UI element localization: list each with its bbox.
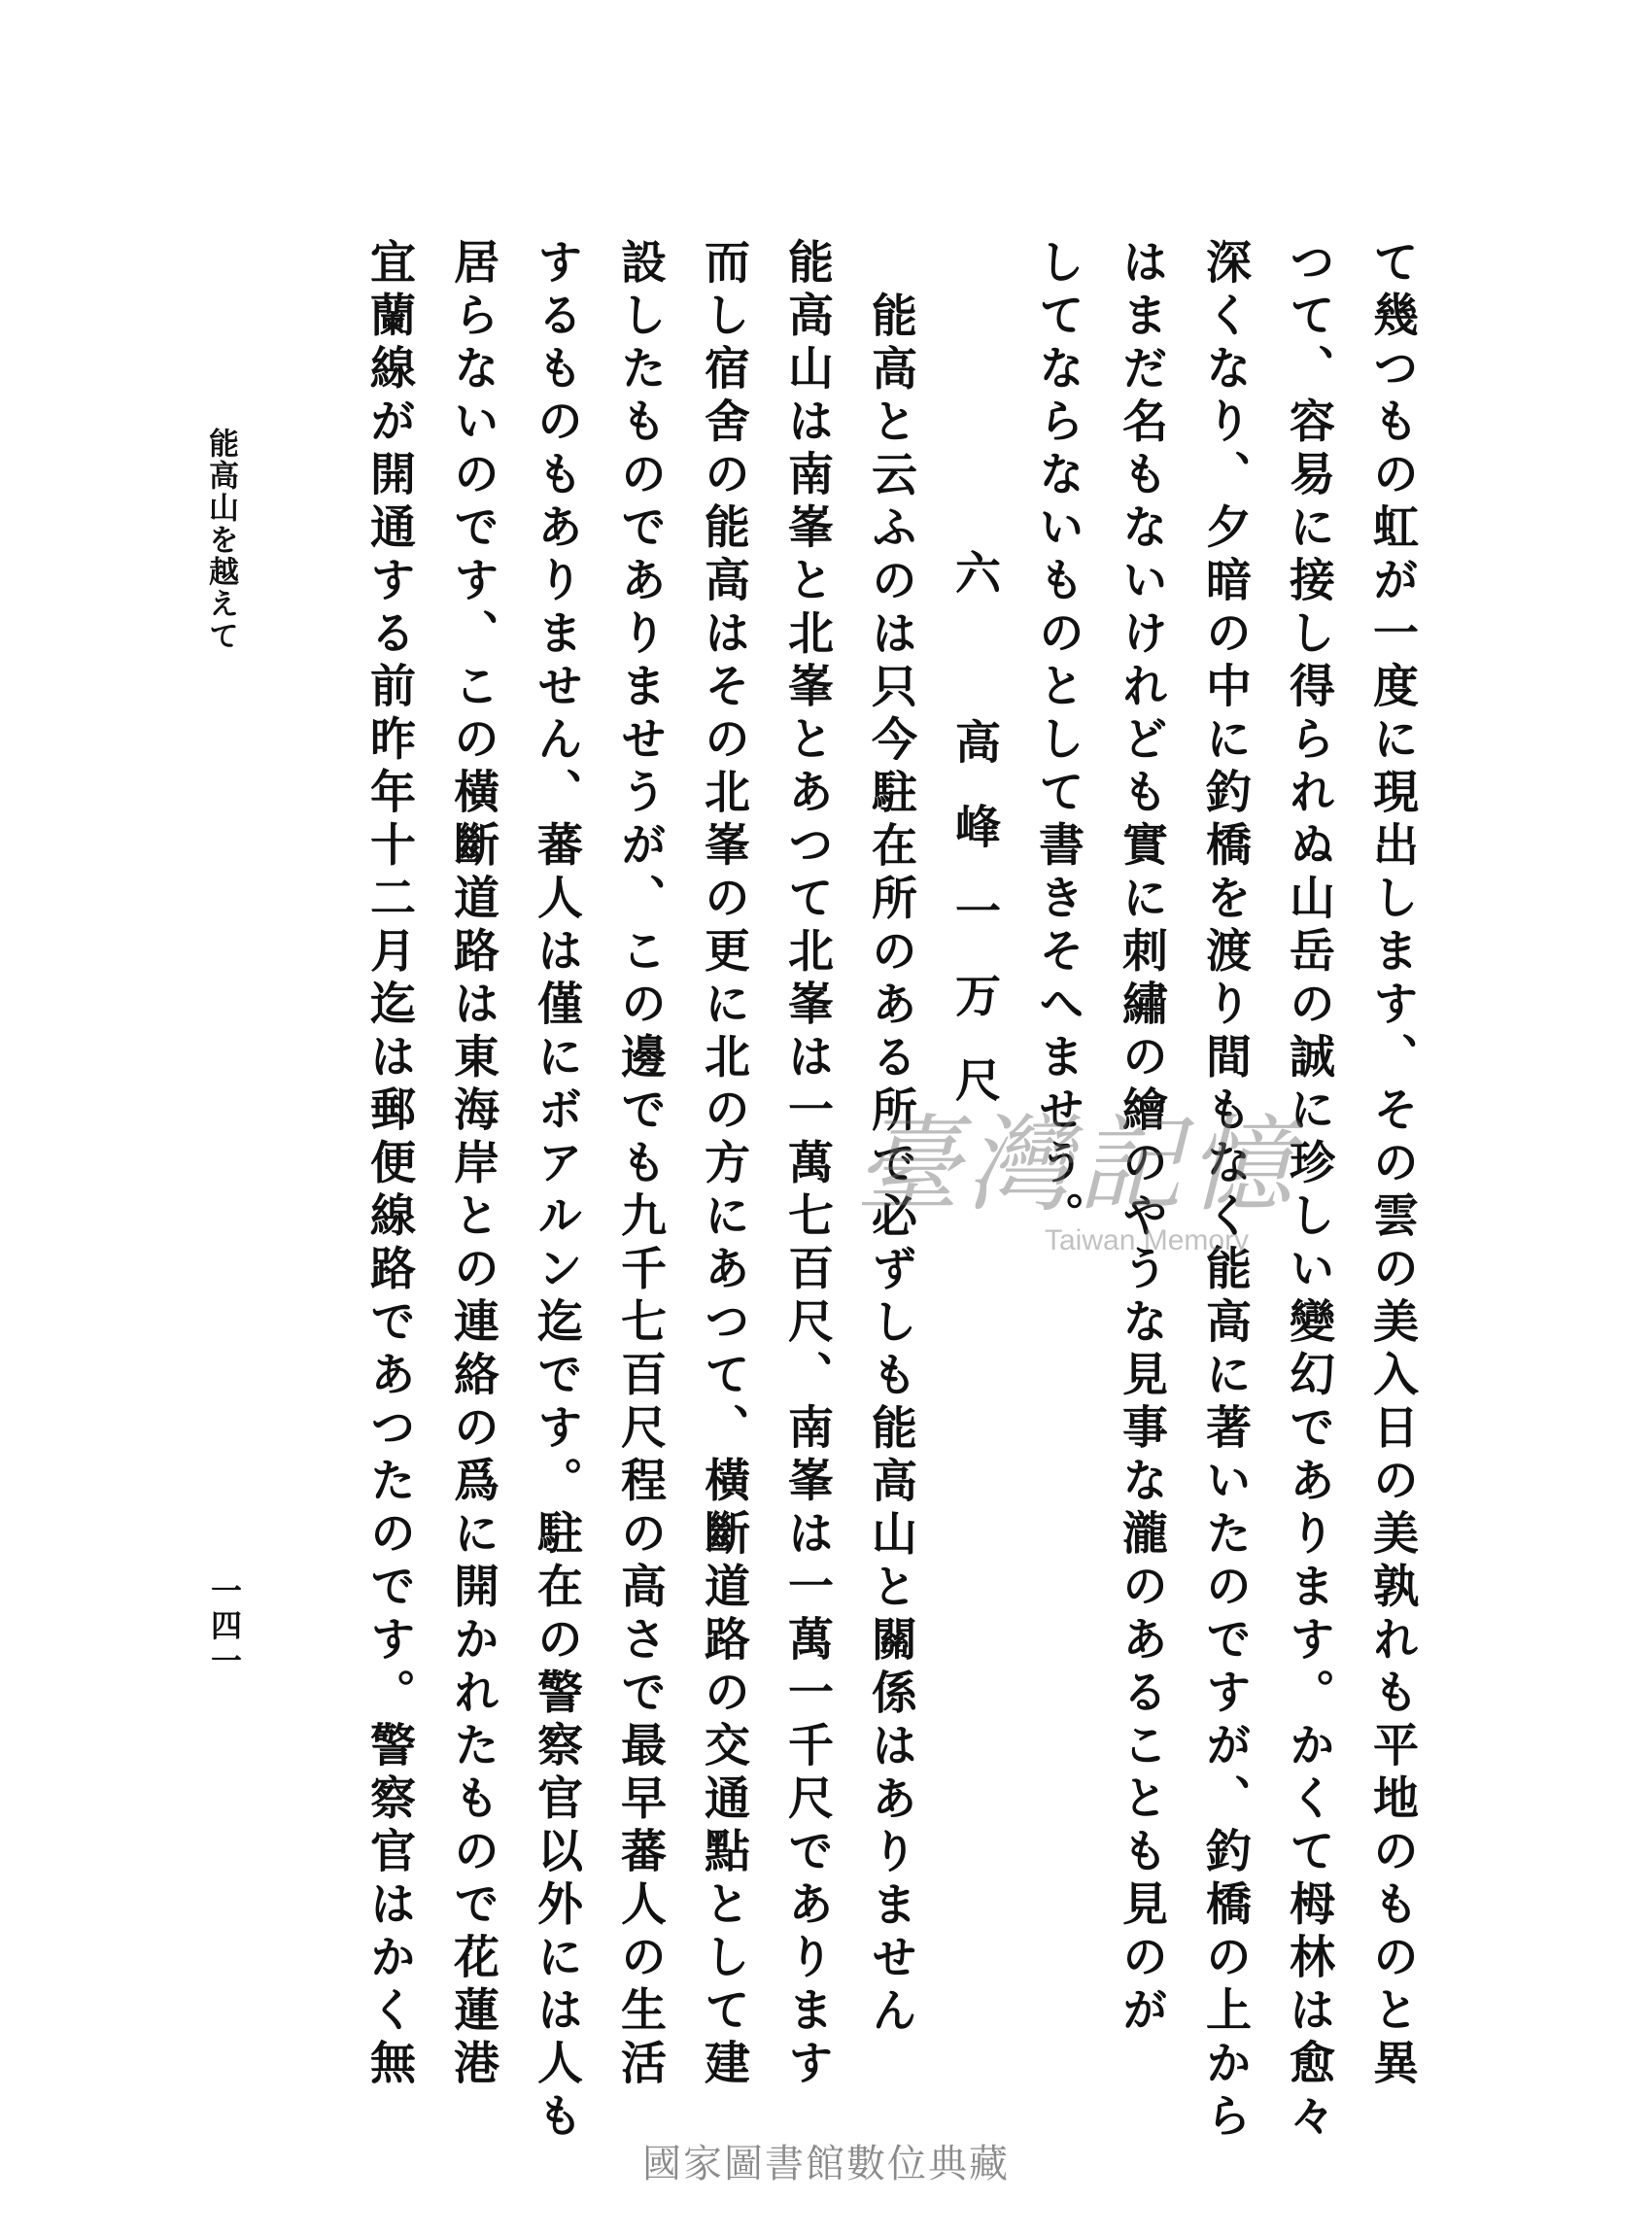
body-line: してならないものとして書きそへませう。 bbox=[1031, 238, 1084, 1245]
body-line: 而し宿舍の能高はその北峯の更に北の方にあつて、橫斷道路の交通點として建 bbox=[697, 238, 750, 2092]
body-line: 深くなり、夕暗の中に釣橋を渡り間もなく能高に著いたのですが、釣橋の上から bbox=[1198, 238, 1252, 2145]
body-line: 居らないのです、この橫斷道路は東海岸との連絡の爲に開かれたもので花蓮港 bbox=[446, 238, 499, 2092]
body-line: て幾つもの虹が一度に現出します、その雲の美入日の美孰れも平地のものと異 bbox=[1365, 238, 1419, 2092]
body-line: つて、容易に接し得られぬ山岳の誠に珍しい變幻であります。かくて栂林は愈々 bbox=[1282, 238, 1335, 2145]
footer-label: 國家圖書館數位典藏 bbox=[642, 2142, 1010, 2186]
body-line: するものもありません、蕃人は僅にボアルン迄です。駐在の警察官以外には人も bbox=[530, 238, 583, 2145]
section-heading: 六 高峰一万尺 bbox=[947, 549, 1001, 1141]
watermark-latin: Taiwan Memory bbox=[1045, 1224, 1250, 1256]
body-line: 能高と云ふのは只今駐在所のある所で必ずしも能高山と關係はありません bbox=[864, 292, 917, 2040]
body-line: 宜蘭線が開通する前昨年十二月迄は郵便線路であつたのです。警察官はかく無 bbox=[362, 238, 416, 2092]
body-line: はまだ名もないけれども實に刺繡の繪のやうな見事な瀧のあることも見のが bbox=[1115, 238, 1168, 2039]
running-title: 能高山を越えて bbox=[203, 428, 238, 652]
watermark-logo bbox=[855, 1105, 1312, 1283]
body-line: 能高山は南峯と北峯とあつて北峯は一萬七百尺、南峯は一萬一千尺であります bbox=[780, 238, 834, 2092]
watermark-script: 臺灣記憶 bbox=[855, 1105, 1299, 1226]
page-number: 一四一 bbox=[206, 1574, 243, 1679]
body-line: 設したものでありませうが、この邊でも九千七百尺程の高さで最早蕃人の生活 bbox=[613, 238, 667, 2092]
